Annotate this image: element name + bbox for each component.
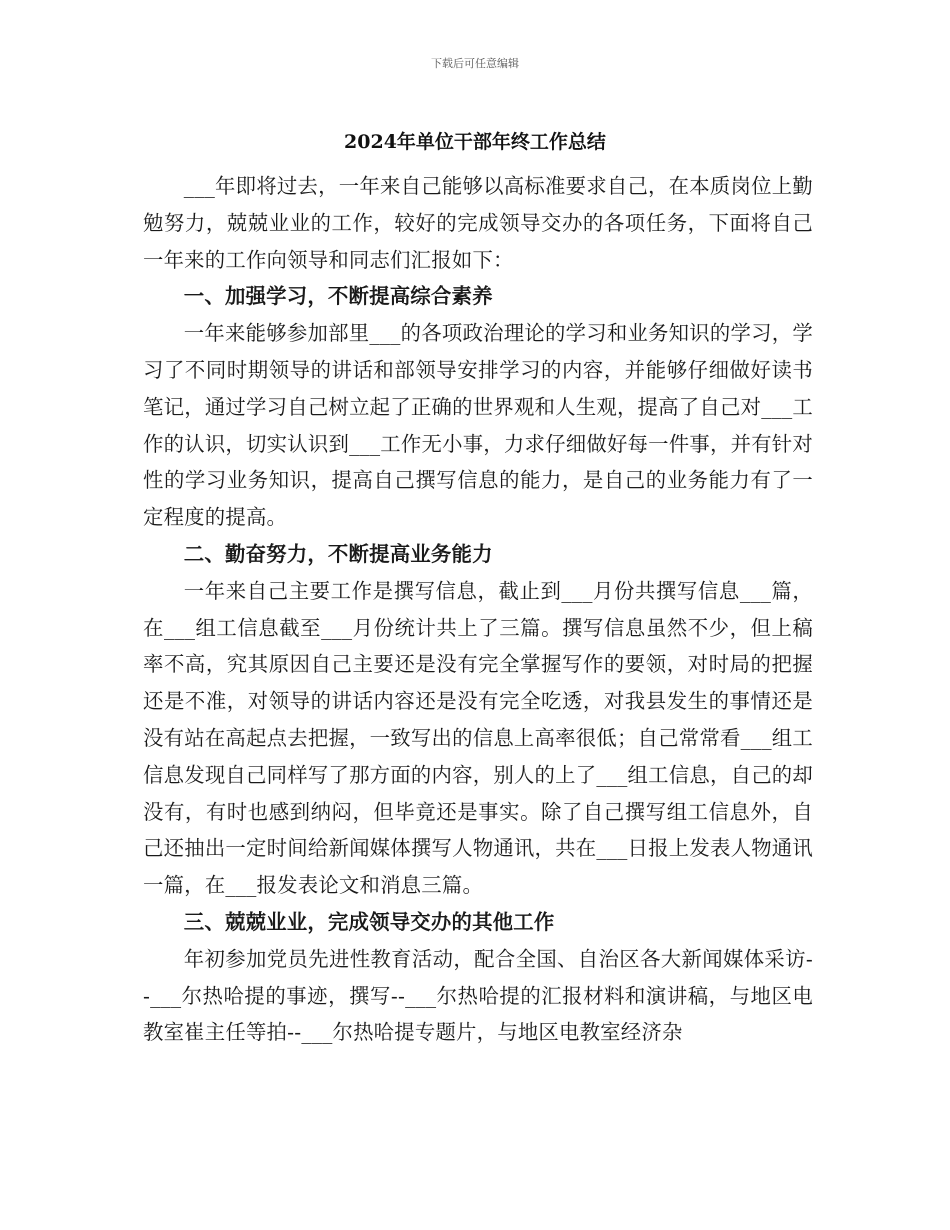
header-note: 下载后可任意编辑 — [431, 57, 519, 70]
section-3-paragraph: 年初参加党员先进性教育活动，配合全国、自治区各大新闻媒体采访--___尔热哈提的事迹，撰写--___尔热哈提的汇报材料和演讲稿，与地区电教室崔主任等拍--___尔热哈提专题片，与地区电教室经济杂 — [143, 946, 813, 1045]
section-2-paragraph: 一年来自己主要工作是撰写信息，截止到___月份共撰写信息___篇，在___组工信息截至___月份统计共上了三篇。撰写信息虽然不少，但上稿率不高，究其原因自己主要还是没有完全掌握写作的要领，对时局的把握还是不准，对领导的讲话内容还是没有完全吃透，对我县发生的事情还是没有站在高起点去把握，一致写出的信息上高率很低；自己常常看___组工信息发现自己同样写了那方面的内容，别人的上了___组工信息，自己的却没有，有时也感到纳闷，但毕竟还是事实。除了自己撰写组工信息外，自己还抽出一定时间给新闻媒体撰写人物通讯，共在___日报上发表人物通讯一篇，在___报发表论文和消息三篇。 — [143, 578, 813, 898]
section-1-heading: 一、加强学习，不断提高综合素养 — [183, 284, 493, 309]
section-2-heading: 二、勤奋努力，不断提高业务能力 — [183, 541, 493, 566]
section-1-paragraph: 一年来能够参加部里___的各项政治理论的学习和业务知识的学习，学习了不同时期领导的讲话和部领导安排学习的内容，并能够仔细做好读书笔记，通过学习自己树立起了正确的世界观和人生观，提高了自己对___工作的认识，切实认识到___工作无小事，力求仔细做好每一件事，并有针对性的学习业务知识，提高自己撰写信息的能力，是自己的业务能力有了一定程度的提高。 — [143, 321, 813, 530]
intro-paragraph: ___年即将过去，一年来自己能够以高标准要求自己，在本质岗位上勤勉努力，兢兢业业的工作，较好的完成领导交办的各项任务，下面将自己一年来的工作向领导和同志们汇报如下： — [143, 174, 813, 272]
section-3-heading: 三、兢兢业业，完成领导交办的其他工作 — [183, 909, 555, 934]
document-title: 2024年单位干部年终工作总结 — [344, 131, 606, 153]
document-body — [143, 168, 813, 1051]
